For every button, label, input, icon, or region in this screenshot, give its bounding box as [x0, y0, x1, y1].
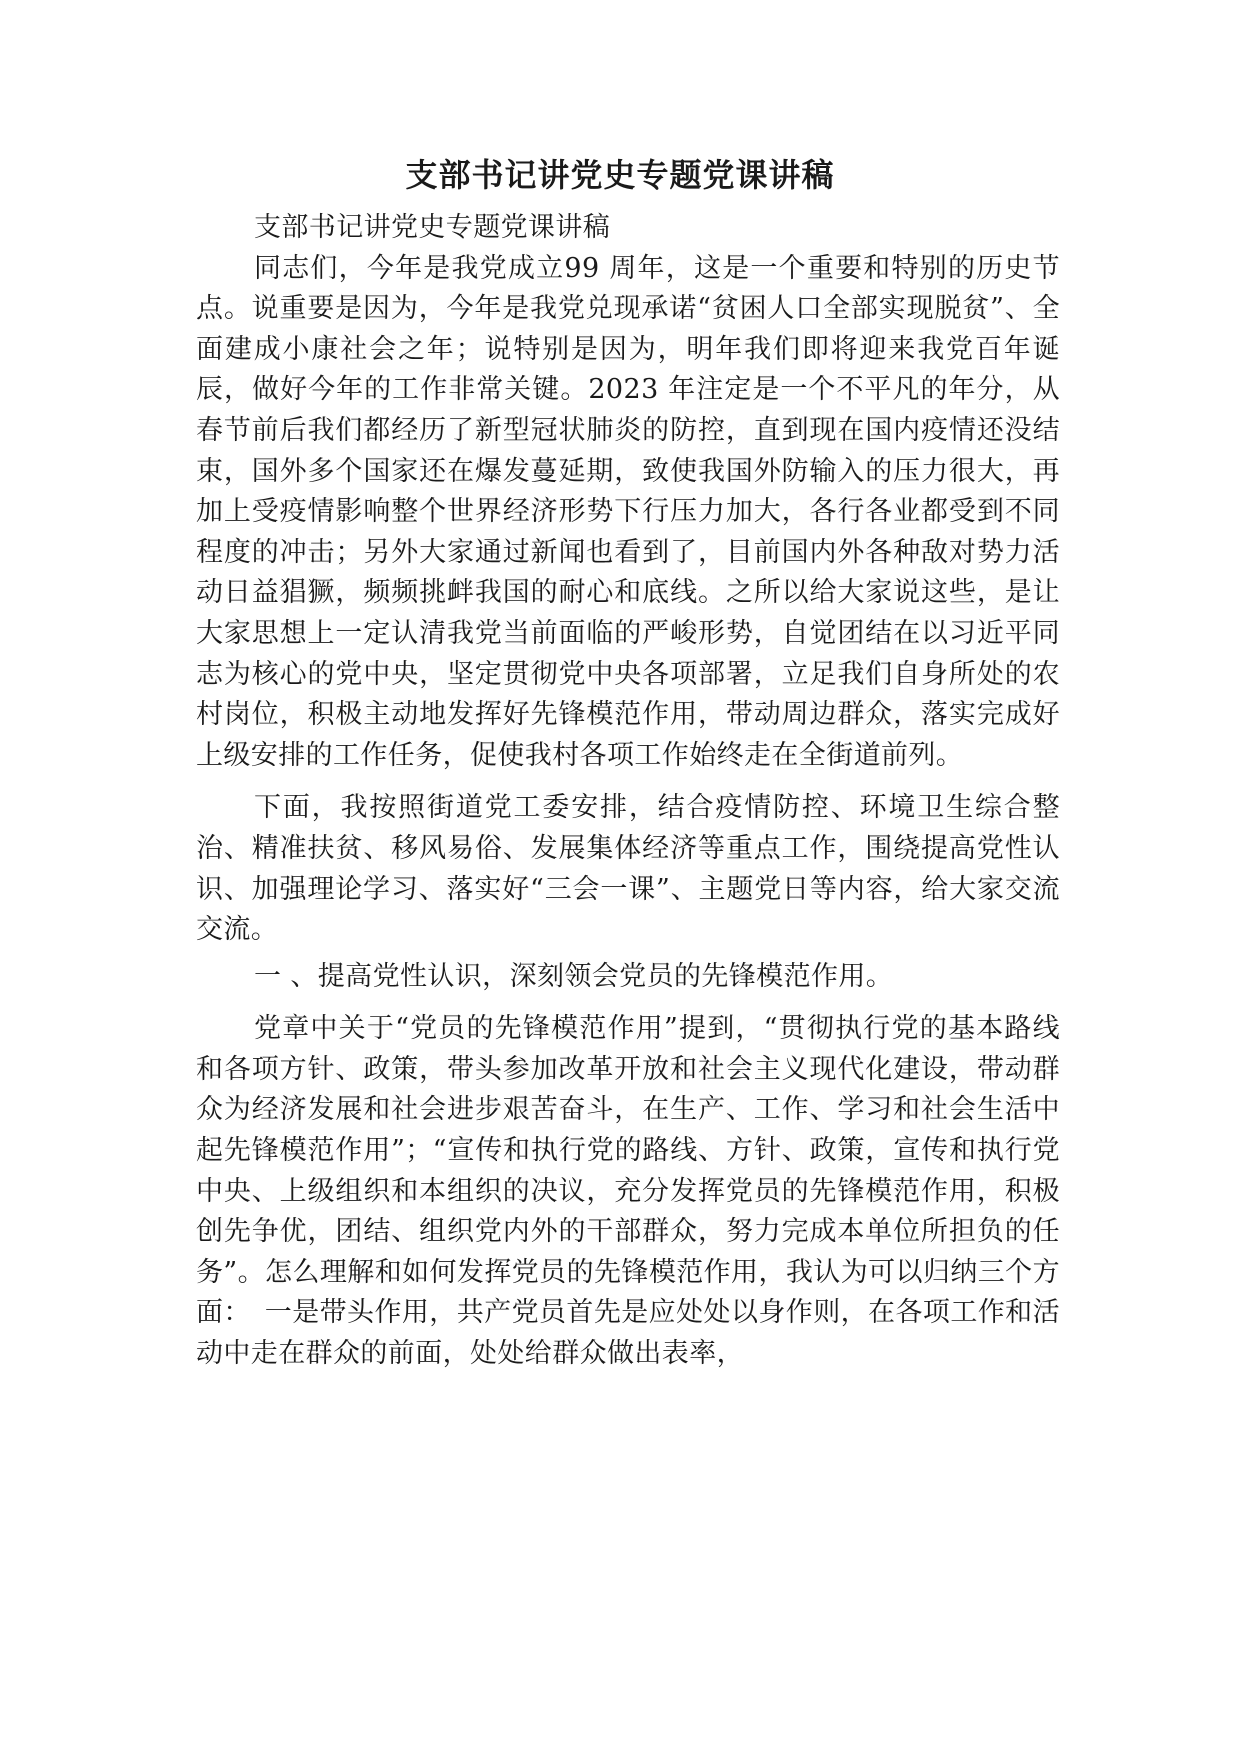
paragraph-party-charter: 党章中关于“党员的先锋模范作用”提到，“贯彻执行党的基本路线和各项方针、政策，带头参加改革开放和社会主义现代化建设，带动群众为经济发展和社会进步艰苦奋斗，在生产、工作、学习和社会生活中起先锋模范作用”；“宣传和执行党的路线、方针、政策，宣传和执行党中央、上级组织和本组织的决议，充分发挥党员的先锋模范作用，积极创先争优，团结、组织党内外的干部群众，努力完成本单位所担负的任务”。怎么理解和如何发挥党员的先锋模范作用，我认为可以归纳三个方面： 一是带头作用，共产党员首先是应处处以身作则，在各项工作和活动中走在群众的前面，处处给群众做出表率，: [196, 1013, 1060, 1370]
paragraph-outline: 下面，我按照街道党工委安排，结合疫情防控、环境卫生综合整治、精准扶贫、移风易俗、发展集体经济等重点工作，围绕提高党性认识、加强理论学习、落实好“三会一课”、主题党日等内容，给大家交流交流。: [196, 792, 1060, 946]
section-heading-1: 一 、提高党性认识，深刻领会党员的先锋模范作用。: [254, 960, 894, 992]
document-body: [196, 208, 1060, 1375]
subtitle-paragraph: 支部书记讲党史专题党课讲稿: [254, 212, 611, 243]
document-title: 支部书记讲党史专题党课讲稿: [405, 156, 835, 194]
paragraph-intro: 同志们，今年是我党成立99 周年，这是一个重要和特别的历史节点。说重要是因为，今年是我党兑现承诺“贫困人口全部实现脱贫”、全面建成小康社会之年；说特别是因为，明年我们即将迎来我党百年诞辰，做好今年的工作非常关键。2023 年注定是一个不平凡的年分，从春节前后我们都经历了新型冠状肺炎的防控，直到现在国内疫情还没结束，国外多个国家还在爆发蔓延期，致使我国外防输入的压力很大，再加上受疫情影响整个世界经济形势下行压力加大，各行各业都受到不同程度的冲击；另外大家通过新闻也看到了，目前国内外各种敌对势力活动日益猖獗，频频挑衅我国的耐心和底线。之所以给大家说这些，是让大家思想上一定认清我党当前面临的严峻形势，自觉团结在以习近平同志为核心的党中央，坚定贯彻党中央各项部署，立足我们自身所处的农村岗位，积极主动地发挥好先锋模范作用，带动周边群众，落实完成好上级安排的工作任务，促使我村各项工作始终走在全街道前列。: [196, 252, 1061, 771]
